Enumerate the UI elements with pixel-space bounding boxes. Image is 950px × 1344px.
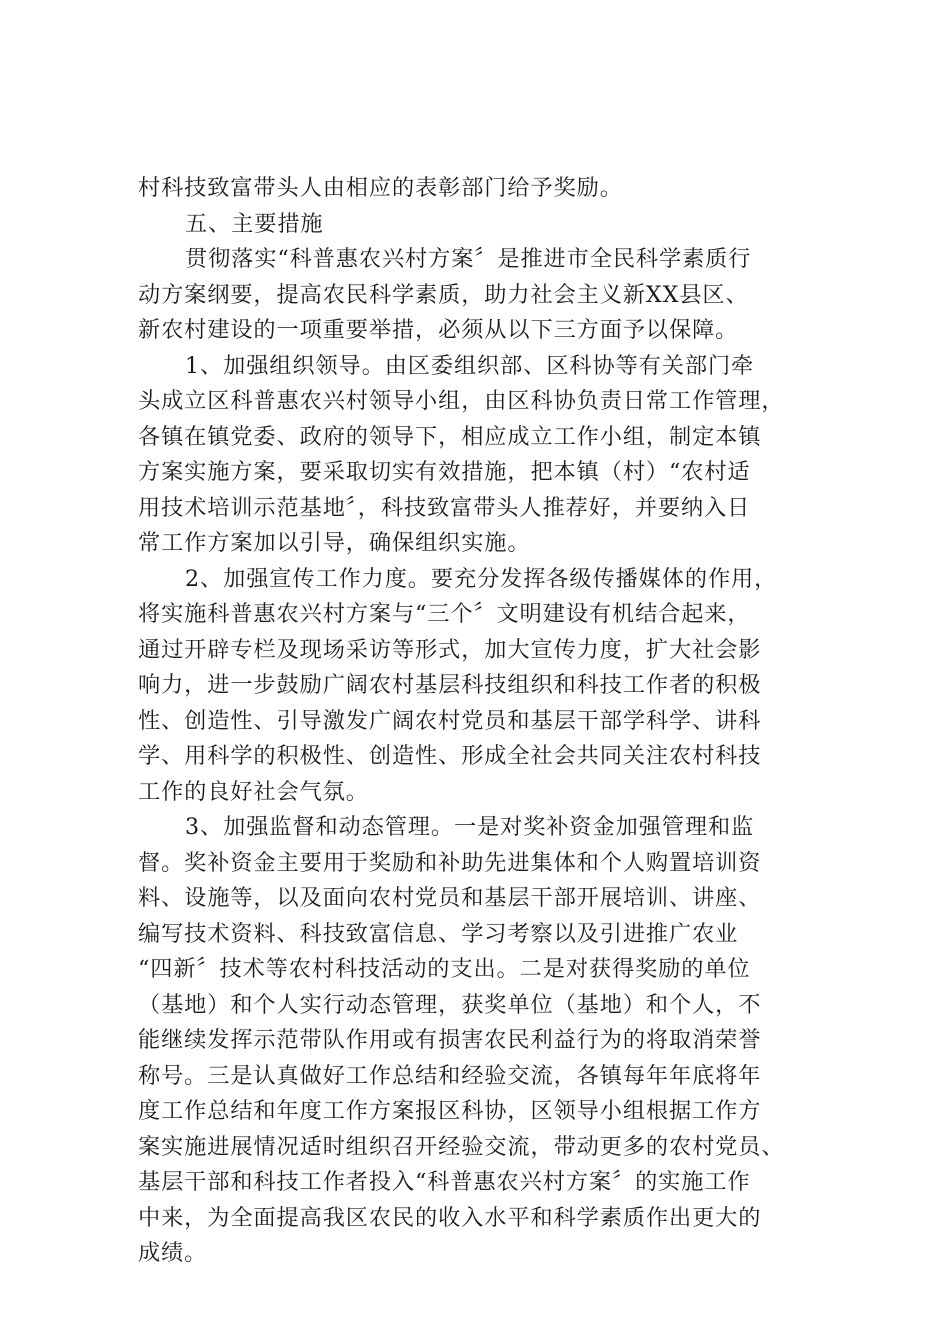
text-line-31: 成绩。	[138, 1240, 208, 1266]
text-line-5: 新农村建设的一项重要举措，必须从以下三方面予以保障。	[138, 317, 739, 343]
text-line-15: 响力，进一步鼓励广阔农村基层科技组织和科技工作者的积极	[138, 672, 762, 698]
text-line-9: 方案实施方案，要采取切实有效措施，把本镇（村）“农村适	[138, 459, 751, 485]
document-body	[138, 171, 850, 1272]
text-line-10: 用技术培训示范基地〞，科技致富带头人推荐好，并要纳入日	[138, 494, 751, 521]
text-line-28: 案实施进展情况适时组织召开经验交流，带动更多的农村党员、	[138, 1133, 785, 1160]
text-line-17: 学、用科学的积极性、创造性、形成全社会共同关注农村科技	[138, 743, 762, 769]
text-line-18: 工作的良好社会气氛。	[138, 778, 369, 805]
text-line-8: 各镇在镇党委、政府的领导下，相应成立工作小组，制定本镇	[138, 423, 762, 450]
text-line-20: 督。奖补资金主要用于奖励和补助先进集体和个人购置培训资	[138, 849, 762, 876]
text-line-16: 性、创造性、引导激发广阔农村党员和基层干部学科学、讲科	[138, 707, 762, 734]
text-line-25: 能继续发挥示范带队作用或有损害农民利益行为的将取消荣誉	[138, 1027, 762, 1053]
text-line-21: 料、设施等，以及面向农村党员和基层干部开展培训、讲座、	[138, 885, 762, 911]
text-line-3: 贯彻落实“科普惠农兴村方案〞是推进市全民科学素质行	[185, 246, 752, 272]
text-line-4: 动方案纲要，提高农民科学素质，助力社会主义新XX县区、	[138, 281, 749, 308]
text-line-29: 基层干部和科技工作者投入“科普惠农兴村方案〞的实施工作	[138, 1169, 751, 1195]
section-heading: 五、主要措施	[185, 210, 324, 237]
text-line-7: 头成立区科普惠农兴村领导小组，由区科协负责日常工作管理，	[138, 388, 785, 414]
text-line-27: 度工作总结和年度工作方案报区科协，区领导小组根据工作方	[138, 1098, 762, 1124]
text-line-23: “四新〞技术等农村科技活动的支出。二是对获得奖励的单位	[138, 956, 751, 982]
text-line-22: 编写技术资料、科技致富信息、学习考察以及引进推广农业	[138, 920, 739, 947]
text-line-13: 将实施科普惠农兴村方案与“三个〞文明建设有机结合起来，	[138, 601, 751, 627]
text-line-24: （基地）和个人实行动态管理，获奖单位（基地）和个人，不	[138, 991, 762, 1018]
text-line-19: 3、加强监督和动态管理。一是对奖补资金加强管理和监	[185, 814, 755, 840]
text-line-6: 1、加强组织领导。由区委组织部、区科协等有关部门牵	[185, 352, 755, 379]
text-line-11: 常工作方案加以引导，确保组织实施。	[138, 530, 531, 556]
text-line-30: 中来，为全面提高我区农民的收入水平和科学素质作出更大的	[138, 1204, 762, 1231]
text-line-14: 通过开辟专栏及现场采访等形式，加大宣传力度，扩大社会影	[138, 636, 762, 663]
text-line-1: 村科技致富带头人由相应的表彰部门给予奖励。	[138, 175, 623, 201]
text-line-26: 称号。三是认真做好工作总结和经验交流，各镇每年年底将年	[138, 1062, 762, 1089]
text-line-12: 2、加强宣传工作力度。要充分发挥各级传播媒体的作用，	[185, 565, 778, 592]
